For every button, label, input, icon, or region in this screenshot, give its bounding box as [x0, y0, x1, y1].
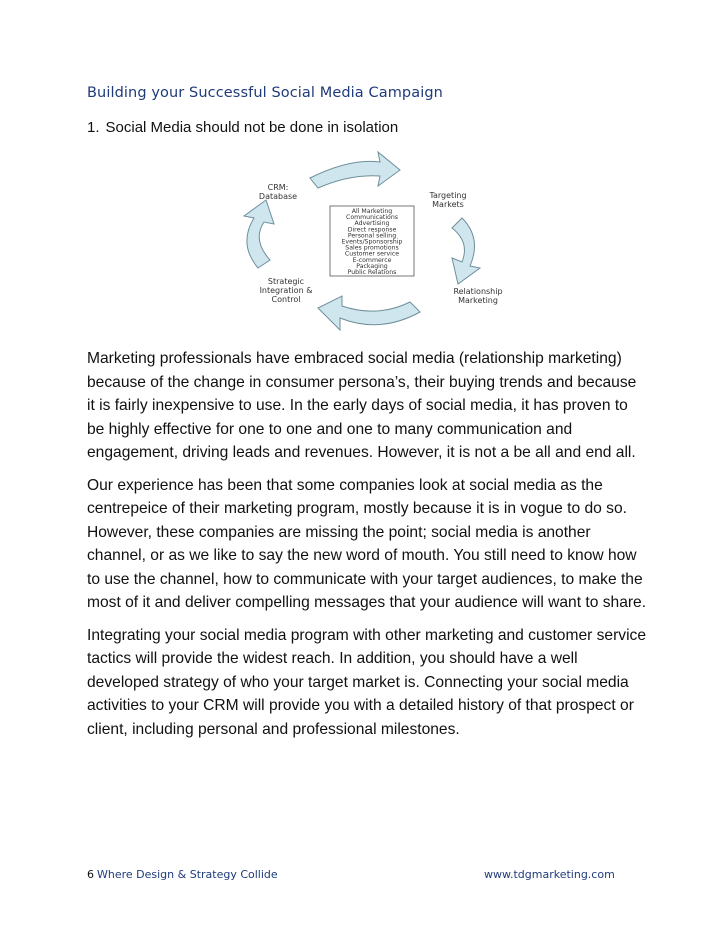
footer-url[interactable]: www.tdgmarketing.com: [484, 868, 615, 881]
label-targeting: Targeting Markets: [429, 191, 467, 209]
subhead-text: Social Media should not be done in isolation: [105, 119, 399, 136]
center-list-item: Public Relations: [347, 269, 397, 276]
page-heading: Building your Successful Social Media Campaign: [87, 85, 443, 101]
center-list-item: E-commerce: [352, 256, 392, 264]
paragraph-2: Our experience has been that some companies look at social media as the centrepeice of their marketing program, mostly because it is in vogue to do so. However, these companies are missing the point; social media is another channel, or as we like to say the new word of mouth. You still need to know how to use the channel, how to communicate with your target audiences, to make the most of it and deliver compelling messages that your audience will want to share.: [87, 476, 647, 611]
body-text: [87, 347, 647, 750]
center-list-item: Communications: [346, 214, 398, 222]
center-list-item: Direct response: [347, 226, 397, 234]
paragraph-3: Integrating your social media program with other marketing and customer service tactics will provide the widest reach. In addition, you should have a well developed strategy of who your target market is. Connecting your social media activities to your CRM will provide you with a detailed history of that prospect or client, including personal and professional milestones.: [87, 626, 647, 738]
center-list-item: Events/Sponsorship: [341, 238, 403, 246]
footer-tagline: Where Design & Strategy Collide: [97, 868, 278, 881]
page-number: 6: [87, 868, 94, 881]
label-relationship: Relationship Marketing: [453, 287, 503, 305]
center-list-item: Packaging: [356, 262, 388, 270]
section-subhead: [87, 119, 398, 136]
center-list-item: Advertising: [354, 220, 390, 228]
marketing-cycle-diagram: [200, 148, 530, 338]
footer-left: [87, 868, 278, 881]
arrow-right: [452, 218, 480, 284]
arrow-left: [244, 200, 274, 268]
center-list-item: Customer service: [344, 250, 400, 258]
label-strategic: Strategic Integration & Control: [259, 277, 313, 304]
subhead-number: 1.: [87, 119, 100, 136]
arrow-bottom: [318, 296, 420, 330]
center-list-item: Personal selling: [347, 232, 397, 240]
center-list-item: All Marketing: [351, 208, 393, 215]
paragraph-1: Marketing professionals have embraced social media (relationship marketing) because of the change in consumer persona’s, their buying trends and because it is fairly inexpensive to use. In the early days of social media, it has proven to be highly effective for one to one and one to many communication and engagement, driving leads and revenues. However, it is not a be all and end all.: [87, 350, 637, 461]
center-list-item: Sales promotions: [345, 244, 399, 252]
arrow-top: [310, 152, 400, 188]
label-crm: CRM: Database: [258, 183, 298, 201]
